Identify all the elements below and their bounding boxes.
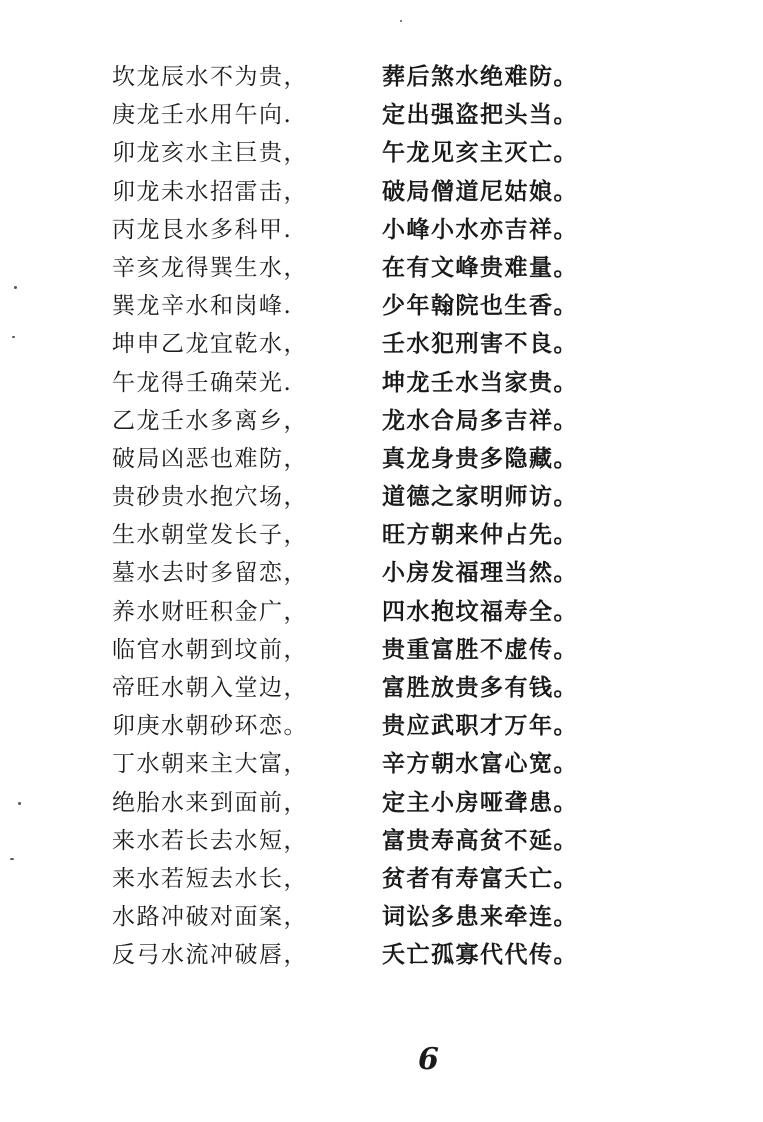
poem-line: 反弓水流冲破唇，: [112, 942, 308, 969]
poem-line: 丁水朝来主大富，: [112, 751, 308, 778]
poem-line: 富胜放贵多有钱。: [382, 674, 578, 701]
scan-speck: [400, 20, 402, 22]
poem-line: 词讼多患来牵连。: [382, 903, 578, 931]
poem-line: 葬后煞水绝难防。: [382, 63, 578, 90]
poem-line: 卯龙亥水主巨贵，: [112, 140, 308, 167]
poem-line: 少年翰院也生香。: [382, 292, 578, 320]
scan-speck: [14, 286, 17, 289]
poem-line: 在有文峰贵难量。: [382, 253, 578, 281]
poem-line: 丙龙艮水多科甲.: [112, 216, 293, 243]
poem-line: 定出强盗把头当。: [382, 101, 578, 129]
poem-line: 定主小房哑聋患。: [382, 788, 578, 816]
scan-speck: [10, 858, 14, 860]
page-number: 6: [418, 1042, 439, 1077]
poem-line: 帝旺水朝入堂边，: [112, 675, 308, 701]
poem-line: 养水财旺积金广，: [112, 598, 308, 625]
poem-line: 小峰小水亦吉祥。: [382, 215, 578, 243]
scan-speck: [18, 802, 21, 805]
poem-line: 四水抱坟福寿全。: [382, 597, 578, 625]
poem-line: 真龙身贵多隐藏。: [382, 444, 578, 472]
poem-line: 水路冲破对面案，: [112, 904, 308, 931]
poem-line: 贵砂贵水抱穴场，: [112, 484, 308, 511]
poem-left-column: [112, 58, 352, 975]
poem-line: 午龙得壬确荣光.: [112, 369, 293, 396]
poem-line: 午龙见亥主灭亡。: [382, 139, 578, 167]
poem-line: 坎龙辰水不为贵，: [112, 64, 308, 90]
poem-line: 贵重富胜不虚传。: [382, 635, 578, 663]
poem-line: 来水若长去水短，: [112, 827, 308, 854]
poem-line: 乙龙壬水多离乡，: [112, 407, 308, 434]
poem-line: 坤龙壬水当家贵。: [382, 368, 578, 396]
scan-speck: [12, 336, 15, 338]
poem-line: 小房发福理当然。: [382, 559, 578, 587]
poem-line: 道德之家明师访。: [382, 483, 578, 511]
poem-line: 贫者有寿富夭亡。: [382, 864, 578, 892]
poem-line: 辛亥龙得巽生水，: [112, 254, 308, 281]
poem-line: 旺方朝来仲占先。: [382, 521, 578, 549]
poem-line: 龙水合局多吉祥。: [382, 406, 578, 434]
poem-line: 夭亡孤寡代代传。: [382, 941, 578, 969]
poem-line: 绝胎水来到面前，: [112, 789, 308, 816]
poem-line: 临官水朝到坟前，: [112, 636, 308, 663]
poem-line: 辛方朝水富心宽。: [382, 750, 578, 778]
poem-line: 坤申乙龙宜乾水，: [112, 331, 308, 358]
poem-line: 来水若短去水长，: [112, 865, 308, 892]
poem-line: 卯庚水朝砂环恋。: [112, 713, 308, 740]
poem-line: 卯龙未水招雷击，: [112, 178, 308, 205]
poem-right-column: [382, 58, 622, 975]
poem-line: 破局僧道尼姑娘。: [382, 177, 578, 205]
poem-line: 壬水犯刑害不良。: [382, 330, 578, 358]
poem-line: 贵应武职才万年。: [382, 712, 578, 740]
poem-line: 庚龙壬水用午向.: [112, 102, 293, 129]
poem-line: 巽龙辛水和岗峰.: [112, 293, 293, 320]
poem-line: 墓水去时多留恋，: [112, 560, 308, 587]
poem-line: 破局凶恶也难防，: [112, 445, 308, 472]
poem-line: 富贵寿高贫不延。: [382, 826, 578, 854]
poem-line: 生水朝堂发长子，: [112, 522, 308, 549]
